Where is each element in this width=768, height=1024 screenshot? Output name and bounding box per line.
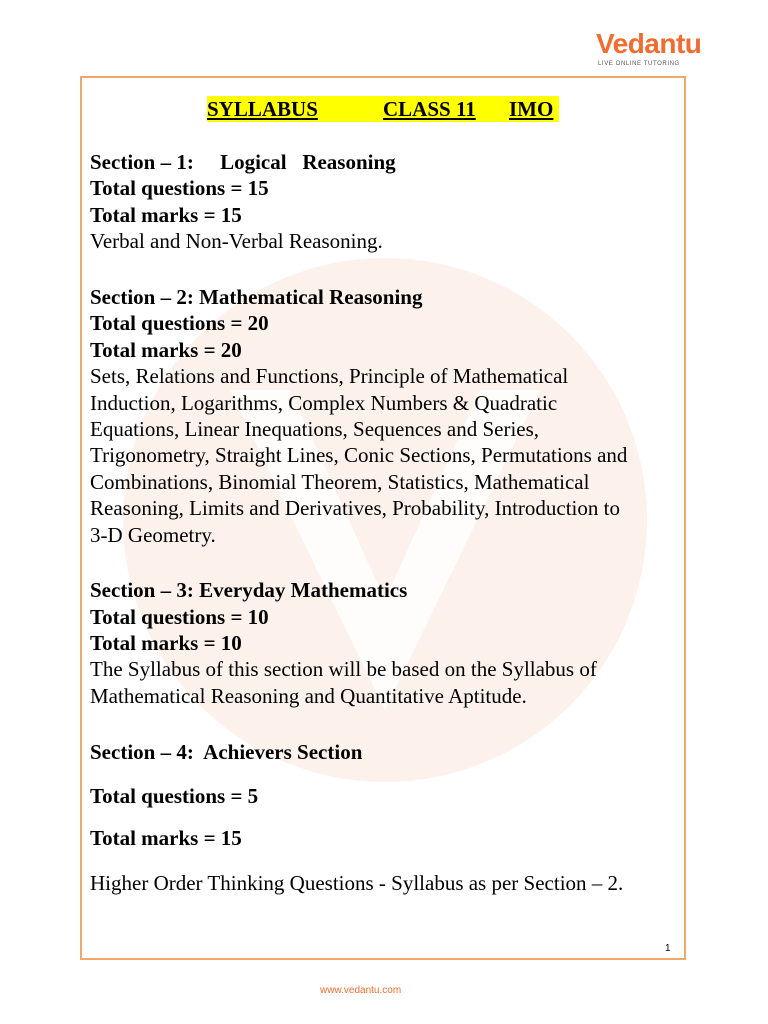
section-body-line: Trigonometry, Straight Lines, Conic Sections, Permutations and <box>90 443 628 467</box>
title-class: CLASS 11 <box>383 97 476 121</box>
total-marks: Total marks = 20 <box>90 338 242 362</box>
total-questions: Total questions = 5 <box>90 784 259 808</box>
section-body-line: Combinations, Binomial Theorem, Statistics, Mathematical <box>90 470 590 494</box>
total-questions: Total questions = 15 <box>90 176 269 200</box>
title-syllabus: SYLLABUS <box>207 97 318 121</box>
total-marks: Total marks = 15 <box>90 826 242 850</box>
total-questions: Total questions = 20 <box>90 311 269 335</box>
footer-website-link[interactable]: www.vedantu.com <box>320 985 402 996</box>
section-body-line: Sets, Relations and Functions, Principle of Mathematical <box>90 364 569 388</box>
section-body-line: Verbal and Non-Verbal Reasoning. <box>90 229 383 253</box>
page-number: 1 <box>665 943 671 954</box>
logo-tagline: LIVE ONLINE TUTORING <box>598 61 680 67</box>
section-body-line: Reasoning, Limits and Derivatives, Probability, Introduction to <box>90 496 620 520</box>
total-marks: Total marks = 10 <box>90 631 242 655</box>
title-exam: IMO <box>509 97 554 121</box>
section-heading: Section – 2: Mathematical Reasoning <box>90 285 423 309</box>
section-body-line: 3-D Geometry. <box>90 523 216 547</box>
total-marks: Total marks = 15 <box>90 203 242 227</box>
vedantu-logo <box>596 28 756 72</box>
section-body-line: Equations, Linear Inequations, Sequences and Series, <box>90 417 540 441</box>
syllabus-title <box>207 96 559 122</box>
total-questions: Total questions = 10 <box>90 605 269 629</box>
section-body-line: Induction, Logarithms, Complex Numbers & Quadratic <box>90 391 558 415</box>
section-heading: Section – 4: Achievers Section <box>90 740 363 764</box>
section-heading: Section – 3: Everyday Mathematics <box>90 578 408 602</box>
section-body-line: The Syllabus of this section will be based on the Syllabus of <box>90 657 597 681</box>
section-body-line: Higher Order Thinking Questions - Syllabus as per Section – 2. <box>90 871 624 895</box>
logo-wordmark: Vedantu <box>596 28 702 59</box>
section-heading: Section – 1: Logical Reasoning <box>90 150 396 174</box>
section-body-line: Mathematical Reasoning and Quantitative Aptitude. <box>90 684 527 708</box>
